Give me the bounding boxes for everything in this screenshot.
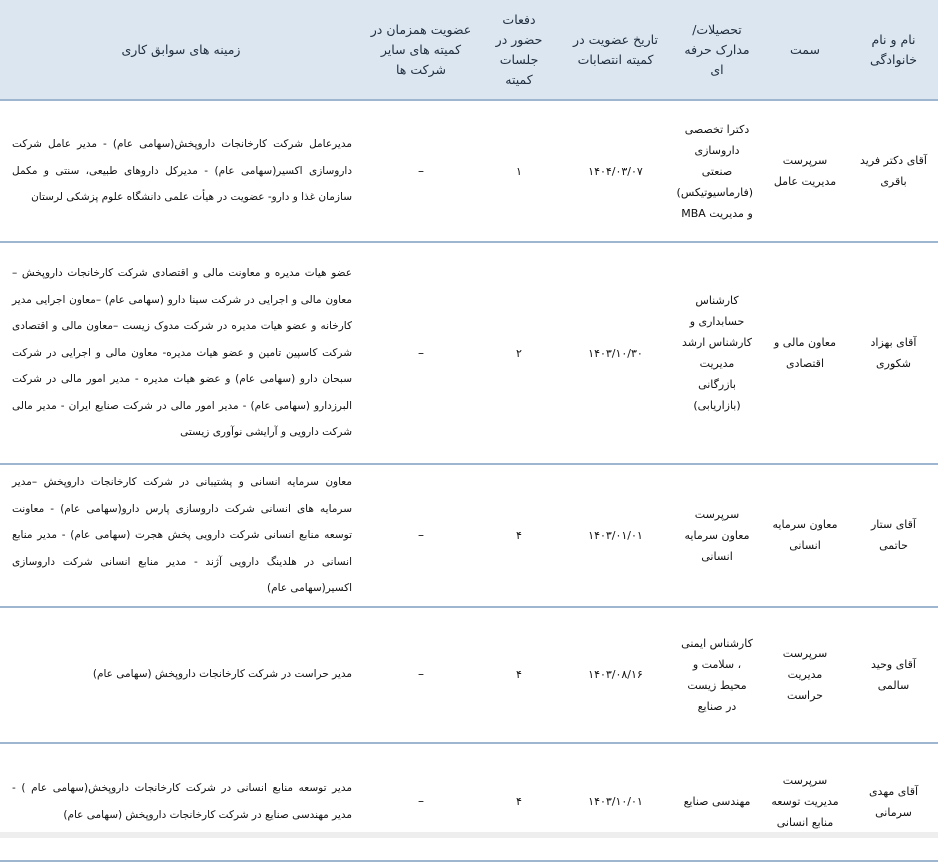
cell-attendance: ۴	[480, 743, 558, 861]
cell-position: سرپرست مدیریت حراست	[761, 607, 849, 743]
cell-position: معاون سرمایه انسانی	[761, 464, 849, 607]
header-position: سمت	[761, 0, 849, 100]
header-name: نام و نام خانوادگی	[849, 0, 938, 100]
header-background: زمینه های سوابق کاری	[0, 0, 362, 100]
cell-membership-date: ۱۴۰۳/۰۱/۰۱	[558, 464, 673, 607]
cell-other-committees: –	[362, 100, 480, 242]
cell-name: آقای وحید سالمی	[849, 607, 938, 743]
cell-attendance: ۴	[480, 464, 558, 607]
table-row	[0, 607, 938, 743]
cell-other-committees: –	[362, 607, 480, 743]
header-membership-date: تاریخ عضویت در کمیته انتصابات	[558, 0, 673, 100]
cell-background: مدیرعامل شرکت کارخانجات داروپخش(سهامی عام) - مدیر عامل شرکت داروسازی اکسیر(سهامی عام) - مدیرکل داروهای طبیعی، سنتی و مکمل سازمان غذا و دارو- عضویت در هیأت علمی دانشگاه علوم پزشکی لرستان	[0, 100, 362, 242]
cell-other-committees: –	[362, 464, 480, 607]
cell-background: معاون سرمایه انسانی و پشتیبانی در شرکت کارخانجات داروپخش –مدیر سرمایه های انسانی شرکت داروسازی پارس دارو(سهامی عام) - معاونت توسعه منابع انسانی شرکت دارویی پخش هجرت (سهامی عام) - مدیر منابع انسانی در هلدینگ دارویی آژند - مدیر منابع انسانی شرکت داروسازی اکسیر(سهامی عام)	[0, 464, 362, 607]
cell-background: مدیر توسعه منابع انسانی در شرکت کارخانجات داروپخش(سهامی عام ) - مدیر مهندسی صنایع در شرکت کارخانجات داروپخش (سهامی عام)	[0, 743, 362, 861]
cell-membership-date: ۱۴۰۳/۱۰/۰۱	[558, 743, 673, 861]
cell-name: آقای ستار حاتمی	[849, 464, 938, 607]
cell-membership-date: ۱۴۰۳/۰۸/۱۶	[558, 607, 673, 743]
header-attendance: دفعات حضور در جلسات کمیته	[480, 0, 558, 100]
cell-membership-date: ۱۴۰۳/۱۰/۳۰	[558, 242, 673, 464]
cell-attendance: ۱	[480, 100, 558, 242]
cell-education: کارشناس ایمنی ، سلامت و محیط زیست در صنایع	[673, 607, 761, 743]
cell-membership-date: ۱۴۰۴/۰۳/۰۷	[558, 100, 673, 242]
cell-other-committees: –	[362, 743, 480, 861]
cell-position: سرپرست مدیریت عامل	[761, 100, 849, 242]
table-row	[0, 242, 938, 464]
table-row	[0, 464, 938, 607]
header-other-committees: عضویت همزمان در کمیته های سایر شرکت ها	[362, 0, 480, 100]
cell-education: سرپرست معاون سرمایه انسانی	[673, 464, 761, 607]
cell-name: آقای مهدی سرمانی	[849, 743, 938, 861]
header-education: تحصیلات/ مدارک حرفه ای	[673, 0, 761, 100]
cell-position: معاون مالی و اقتصادی	[761, 242, 849, 464]
cell-attendance: ۲	[480, 242, 558, 464]
cell-position: سرپرست مدیریت توسعه منابع انسانی	[761, 743, 849, 861]
table-row	[0, 100, 938, 242]
bottom-scroll-strip	[0, 832, 938, 838]
cell-background: مدیر حراست در شرکت کارخانجات داروپخش (سهامی عام)	[0, 607, 362, 743]
table-row	[0, 743, 938, 861]
header-row	[0, 0, 938, 100]
cell-name: آقای بهزاد شکوری	[849, 242, 938, 464]
cell-attendance: ۴	[480, 607, 558, 743]
cell-background: عضو هیات مدیره و معاونت مالی و اقتصادی شرکت کارخانجات داروپخش –معاون مالی و اجرایی در شرکت سینا دارو (سهامی عام) –معاون اجرایی مدیر کارخانه و عضو هیات مدیره در شرکت مدوک زیست –معاون مالی و اقتصادی شرکت کاسپین تامین و عضو هیات مدیره- معاون مالی و اجرایی در شرکت سبحان دارو (سهامی عام) و عضو هیات مدیره - مدیر امور مالی در شرکت البرزدارو (سهامی عام) - مدیر امور مالی در شرکت صنایع ایران - مدیر مالی شرکت دارویی و آرایشی نوآوری زیستی	[0, 242, 362, 464]
cell-name: آقای دکتر فرید باقری	[849, 100, 938, 242]
cell-other-committees: –	[362, 242, 480, 464]
cell-education: دکترا تخصصی داروسازی صنعتی (فارماسیوتیکس) و مدیریت MBA	[673, 100, 761, 242]
cell-education: مهندسی صنایع	[673, 743, 761, 861]
cell-education: کارشناس حسابداری و کارشناس ارشد مدیریت بازرگانی (بازاریابی)	[673, 242, 761, 464]
